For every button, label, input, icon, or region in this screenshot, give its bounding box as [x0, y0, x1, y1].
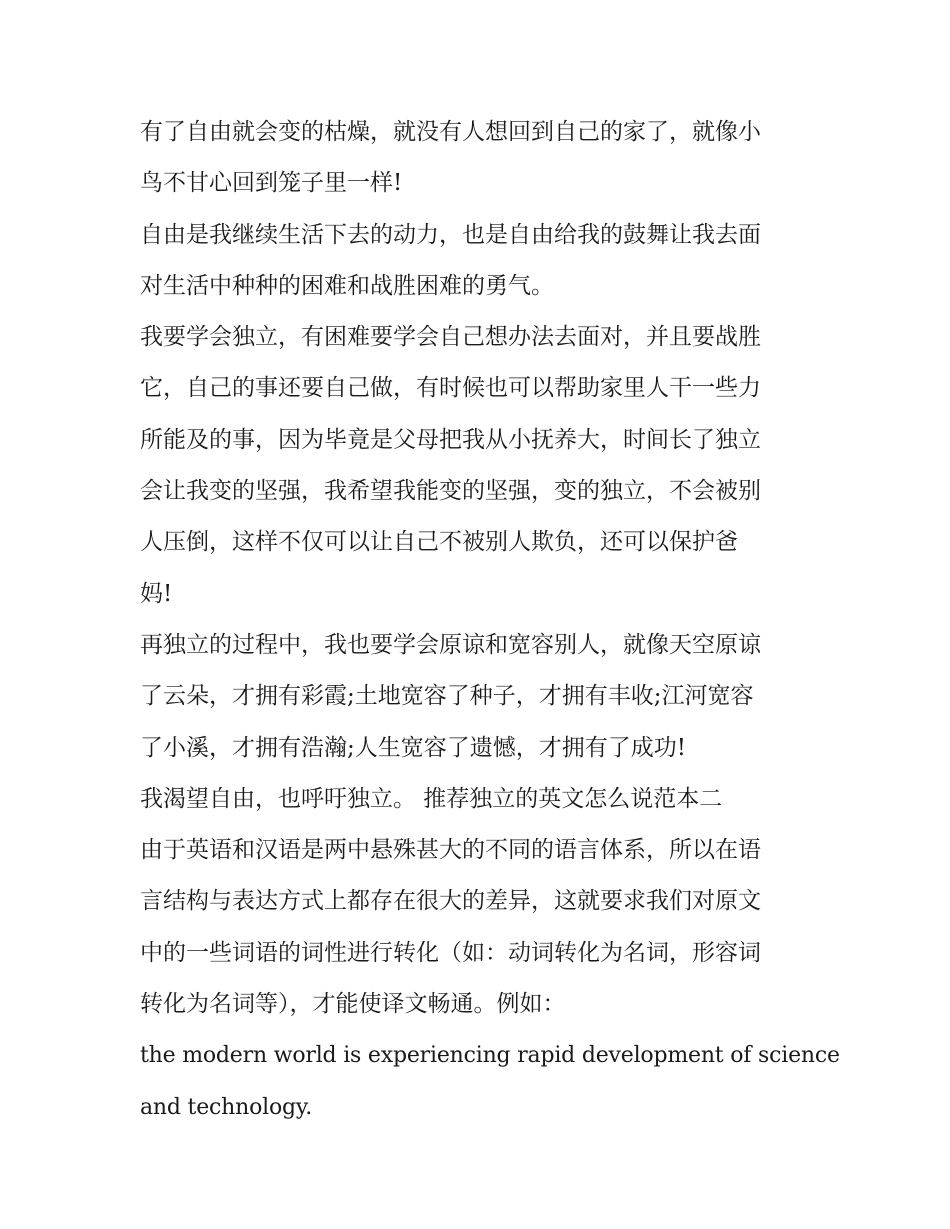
text-line: 中的一些词语的词性进行转化（如：动词转化为名词，形容词: [140, 939, 761, 966]
document-body: [140, 107, 840, 1133]
text-line: the modern world is experiencing rapid development of science: [140, 1043, 840, 1069]
paragraph-english-example: [140, 1030, 840, 1133]
text-line: 言结构与表达方式上都存在很大的差异，这就要求我们对原文: [140, 888, 761, 915]
paragraph-learn-independence: [140, 312, 815, 620]
paragraph-longing-freedom: [140, 774, 815, 825]
text-line: 妈!: [140, 580, 173, 607]
text-line: 了小溪，才拥有浩瀚;人生宽容了遗憾，才拥有了成功!: [140, 734, 686, 761]
paragraph-freedom-motivation: [140, 210, 815, 313]
text-line: 了云朵，才拥有彩霞;土地宽容了种子，才拥有丰收;江河宽容: [140, 683, 754, 710]
text-line: 转化为名词等），才能使译文畅通。例如：: [140, 991, 566, 1018]
text-line: 对生活中种种的困难和战胜困难的勇气。: [140, 272, 554, 299]
text-line: 自由是我继续生活下去的动力，也是自由给我的鼓舞让我去面: [140, 221, 761, 248]
paragraph-forgiveness: [140, 620, 815, 774]
text-line: 人压倒，这样不仅可以让自己不被别人欺负，还可以保护爸: [140, 529, 738, 556]
text-line: 所能及的事，因为毕竟是父母把我从小抚养大，时间长了独立: [140, 426, 761, 453]
text-line: 有了自由就会变的枯燥，就没有人想回到自己的家了，就像小: [140, 119, 761, 145]
paragraph-freedom-boring: [140, 107, 815, 210]
text-line: 由于英语和汉语是两中悬殊甚大的不同的语言体系，所以在语: [140, 837, 761, 864]
text-line: 再独立的过程中，我也要学会原谅和宽容别人，就像天空原谅: [140, 631, 761, 658]
text-line: 我渴望自由，也呼吁独立。 推荐独立的英文怎么说范本二: [140, 785, 723, 812]
text-line: 它，自己的事还要自己做，有时候也可以帮助家里人干一些力: [140, 375, 761, 402]
paragraph-translation-note: [140, 825, 815, 1030]
text-line: 鸟不甘心回到笼子里一样!: [140, 170, 403, 197]
text-line: and technology.: [140, 1094, 312, 1120]
text-line: 我要学会独立，有困难要学会自己想办法去面对，并且要战胜: [140, 324, 761, 351]
text-line: 会让我变的坚强，我希望我能变的坚强，变的独立，不会被别: [140, 478, 761, 505]
